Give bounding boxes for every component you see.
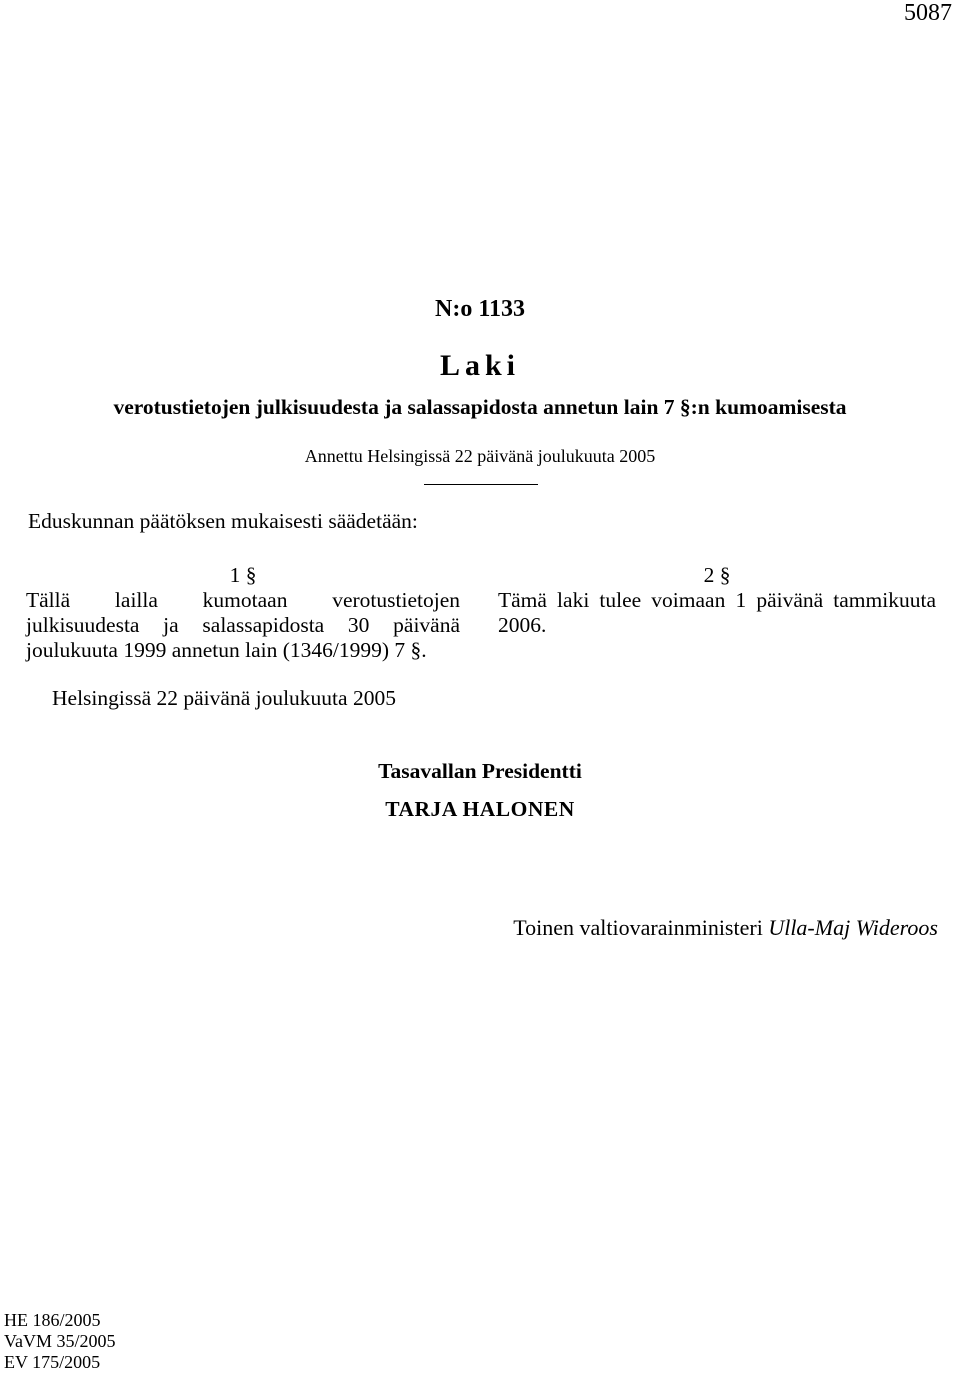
signing-place: Helsingissä 22 päivänä joulukuuta 2005 <box>52 686 396 710</box>
divider <box>424 484 538 485</box>
preamble: Eduskunnan päätöksen mukaisesti säädetään: <box>28 509 418 533</box>
president-title: Tasavallan Presidentti <box>378 759 582 783</box>
reference-item: EV 175/2005 <box>4 1352 101 1372</box>
law-subtitle: verotustietojen julkisuudesta ja salassapidosta annetun lain 7 §:n kumoamisesta <box>113 395 847 419</box>
section-1-heading: 1 § <box>229 563 257 587</box>
page-number: 5087 <box>904 0 952 26</box>
minister-name: Ulla-Maj Wideroos <box>768 915 938 940</box>
given-date: Annettu Helsingissä 22 päivänä joulukuuta 2005 <box>304 446 656 466</box>
section-1 <box>26 563 460 663</box>
references <box>4 1310 116 1373</box>
president-name: TARJA HALONEN <box>385 797 575 821</box>
minister-signature <box>513 915 938 941</box>
section-2-heading: 2 § <box>703 563 731 587</box>
minister-title: Toinen valtiovarainministeri <box>513 915 763 940</box>
law-title: Laki <box>439 349 521 382</box>
section-2-text: Tämä laki tulee voimaan 1 päivänä tammikuuta 2006. <box>498 588 936 637</box>
reference-item: VaVM 35/2005 <box>4 1331 116 1351</box>
law-number: N:o 1133 <box>435 296 525 322</box>
reference-item: HE 186/2005 <box>4 1310 101 1330</box>
section-1-text: Tällä lailla kumotaan verotustietojen julkisuudesta ja salassapidosta 30 päivänä joulukuuta 1999 annetun lain (1346/1999) 7 §. <box>26 588 460 662</box>
section-2 <box>498 563 936 638</box>
